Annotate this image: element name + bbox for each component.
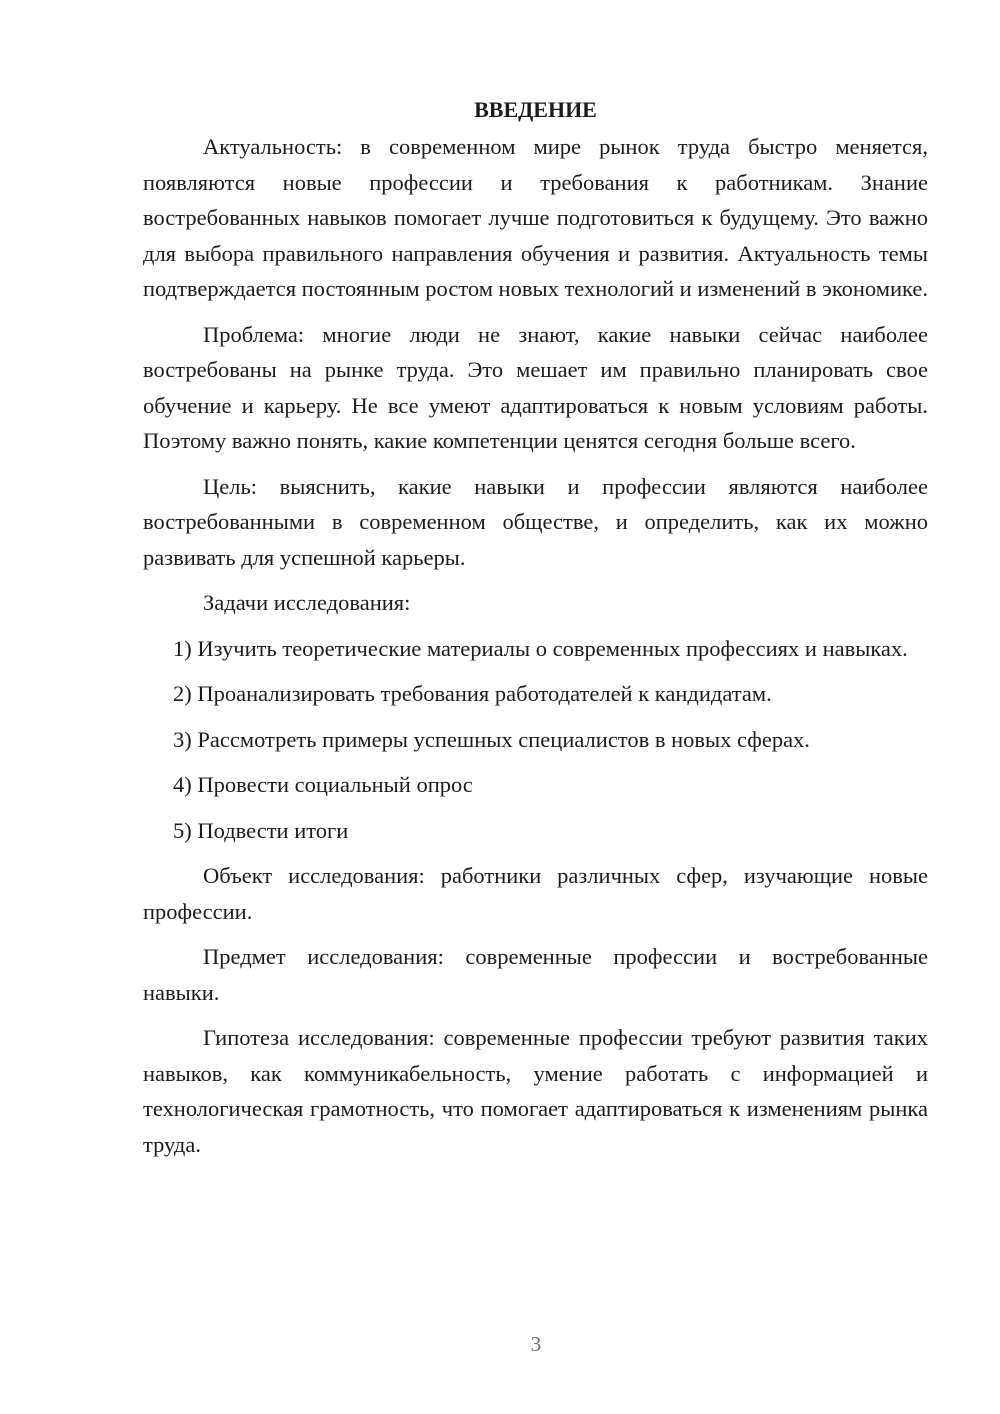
paragraph-goal: Цель: выяснить, какие навыки и профессии являются наиболее востребованными в современном обществе, и определить, как их можно развивать для успешной карьеры.	[143, 473, 928, 570]
paragraph-object: Объект исследования: работники различных сфер, изучающие новые профессии.	[143, 863, 928, 924]
task-item-2: 2) Проанализировать требования работодателей к кандидатам.	[173, 681, 772, 706]
page-number: 3	[530, 1332, 542, 1356]
page-content	[143, 92, 928, 1172]
paragraph-hypothesis: Гипотеза исследования: современные профессии требуют развития таких навыков, как коммуникабельность, умение работать с информацией и технологическая грамотность, что помогает адаптироваться к изменениям рынка труда.	[143, 1025, 928, 1157]
task-item-4: 4) Провести социальный опрос	[173, 772, 473, 797]
task-item-3: 3) Рассмотреть примеры успешных специалистов в новых сферах.	[173, 726, 810, 752]
paragraph-problem: Проблема: многие люди не знают, какие навыки сейчас наиболее востребованы на рынке труда. Это мешает им правильно планировать свое обучение и карьеру. Не все умеют адаптироваться к новым условиям работы. Поэтому важно понять, какие компетенции ценятся сегодня больше всего.	[143, 321, 928, 453]
paragraph-relevance: Актуальность: в современном мире рынок труда быстро меняется, появляются новые профессии и требования к работникам. Знание востребованных навыков помогает лучше подготовиться к будущему. Это важно для выбора правильного направления обучения и развития. Актуальность темы подтверждается постоянным ростом новых технологий и изменений в экономике.	[143, 134, 928, 301]
section-heading: ВВЕДЕНИЕ	[474, 97, 597, 122]
paragraph-subject: Предмет исследования: современные профессии и востребованные навыки.	[143, 944, 928, 1005]
task-item-1: 1) Изучить теоретические материалы о современных профессиях и навыках.	[173, 635, 908, 661]
task-item-5: 5) Подвести итоги	[173, 817, 349, 843]
tasks-title: Задачи исследования:	[203, 590, 411, 615]
